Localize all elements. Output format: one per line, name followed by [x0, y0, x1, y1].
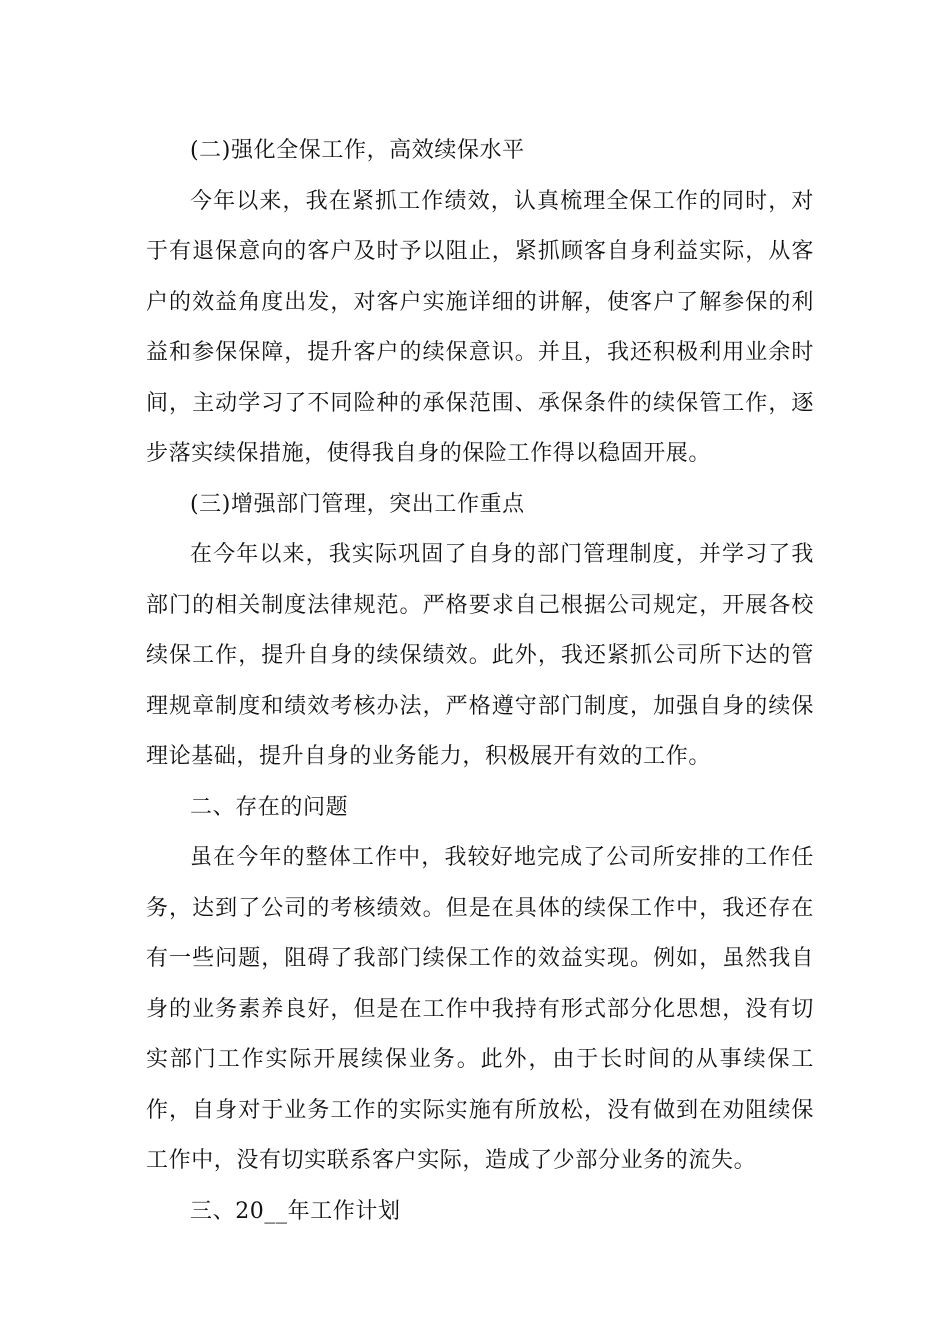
section-heading-existing-problems: 二、存在的问题: [190, 794, 349, 820]
paragraph-department-management: 在今年以来，我实际巩固了自身的部门管理制度，并学习了我部门的相关制度法律规范。严格要求自己根据公司规定，开展各校续保工作，提升自身的续保绩效。此外，我还紧抓公司所下达的管理规章制度和绩效考核办法，严格遵守部门制度，加强自身的续保理论基础，提升自身的业务能力，积极展开有效的工作。: [146, 542, 814, 769]
section-heading-strengthen-insurance: (二)强化全保工作，高效续保水平: [190, 138, 525, 163]
document-body: [146, 126, 814, 1237]
section-heading-work-plan: 三、20__年工作计划: [190, 1198, 401, 1224]
section-heading-department-management: (三)增强部门管理，突出工作重点: [190, 491, 525, 517]
paragraph-existing-problems: 虽在今年的整体工作中，我较好地完成了公司所安排的工作任务，达到了公司的考核绩效。但是在具体的续保工作中，我还存在有一些问题，阻碍了我部门续保工作的效益实现。例如，虽然我自身的业务素养良好，但是在工作中我持有形式部分化思想，没有切实部门工作实际开展续保业务。此外，由于长时间的从事续保工作，自身对于业务工作的实际实施有所放松，没有做到在劝阻续保工作中，没有切实联系客户实际，造成了少部分业务的流失。: [146, 845, 814, 1173]
paragraph-insurance-work: 今年以来，我在紧抓工作绩效，认真梳理全保工作的同时，对于有退保意向的客户及时予以阻止，紧抓顾客自身利益实际，从客户的效益角度出发，对客户实施详细的讲解，使客户了解参保的利益和参保保障，提升客户的续保意识。并且，我还积极利用业余时间，主动学习了不同险种的承保范围、承保条件的续保管工作，逐步落实续保措施，使得我自身的保险工作得以稳固开展。: [146, 188, 814, 466]
